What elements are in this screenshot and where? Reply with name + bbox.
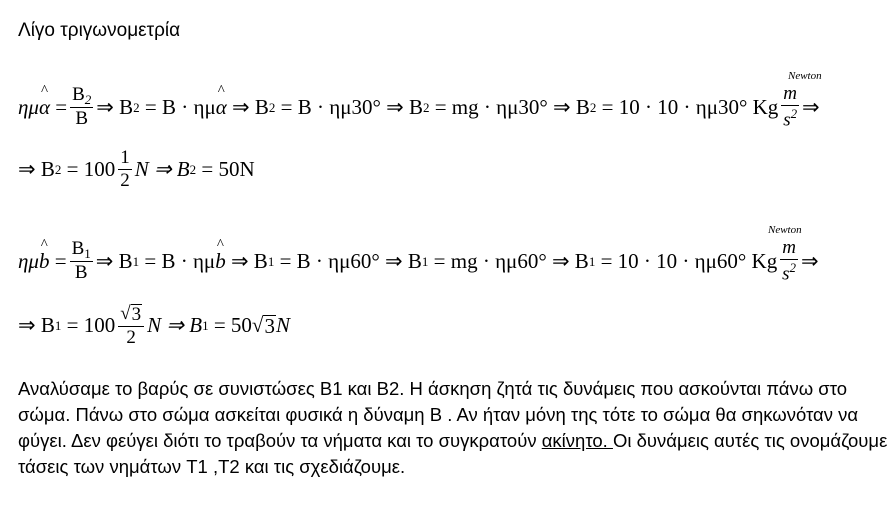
eq2-unit-fraction: $\frac{m}{s^2}$	[782, 237, 797, 285]
equation-b1-line1: ημ ^ b = $\frac{B_1}{B}$ ⇒ B 1 = B · ημ ^ b ⇒ B 1 = B · ημ60° ⇒ B 1 = mg · ημ60° ⇒ B 1 = 10 · 10 · ημ60° Kg $\frac{m}{s^2}$ ⇒	[18, 238, 819, 284]
equation-b1-line2: ⇒ B 1 = 100 √ 3 2 N ⇒ B 1 = 50 √ 3 N	[18, 303, 290, 348]
section-heading: Λίγο τριγωνομετρία	[18, 20, 181, 41]
equation-b2-line1: ημ ^ α = $\frac{B_2}{B}$ ⇒ B 2 = B · ημ ^ α ⇒ B 2 = B · ημ30° ⇒ B 2 = mg · ημ30° ⇒ B 2 = 10 · 10 · ημ30° Kg $\frac{m}{s^2}$ ⇒	[18, 84, 820, 130]
paragraph-underlined-word: ακίνητο.	[541, 430, 613, 451]
eq1b-half-fraction: $\frac{1}{2}$	[120, 147, 130, 191]
eq1-ratio-fraction: $\frac{B_2}{B}$	[72, 83, 92, 130]
eq1-lhs-angle: ^ α	[39, 97, 50, 118]
eq1-lhs-func: ημ	[18, 94, 39, 119]
eq2-ratio-fraction: $\frac{B_1}{B}$	[71, 237, 91, 284]
explanation-paragraph	[18, 376, 888, 480]
eq1-unit-fraction: $\frac{m}{s^2}$	[783, 83, 798, 131]
eq2b-sqrt3-half-fraction: √ 3 2	[118, 304, 144, 348]
paragraph-text-1: Αναλύσαμε το βαρύς σε συνιστώσες B1 και B2. Η άσκηση ζητά τις δυνάμεις που ασκούνται πάνω στο σώμα. Πάνω στο σώμα ασκείται φυσικά η δύναμη Β . Αν ήταν μόνη της τότε το σώμα θα σηκωνόταν να φύγει. Δεν φεύγει διότι το τραβούν τα νήματα και το συγκρατούν	[18, 378, 859, 451]
unit-note-newton-2: Newton	[768, 224, 802, 236]
unit-note-newton-1: Newton	[788, 70, 822, 82]
eq2b-result-sqrt: √ 3	[251, 312, 275, 338]
equation-b2-line2: ⇒ B 2 = 100 $\frac{1}{2}$ N ⇒ B 2 = 50N	[18, 147, 255, 191]
paragraph-text-2: Οι δυνάμεις αυτές τις ονομάζουμε τάσεις των νημάτων T1 ,T2 και τις σχεδιάζουμε.	[18, 430, 888, 477]
